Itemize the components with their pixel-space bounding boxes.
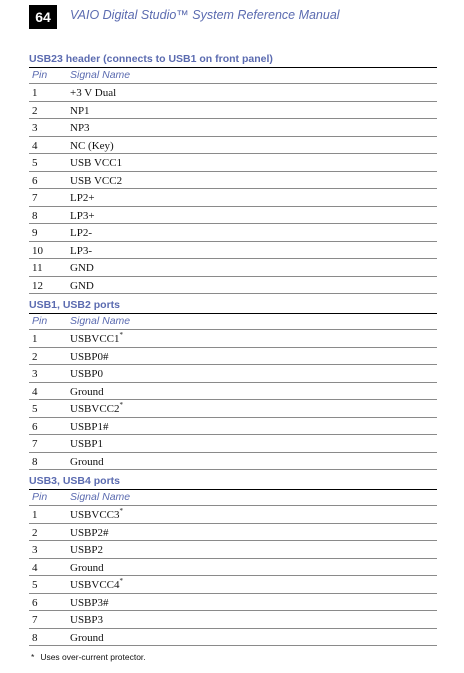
table-row [29, 365, 437, 383]
signal-name: USBP3 [70, 614, 104, 626]
table-row [29, 102, 437, 120]
signal-cell [70, 119, 90, 137]
signal-cell [70, 611, 103, 629]
signal-cell [70, 524, 109, 542]
section-title: USB23 header (connects to USB1 on front panel) [29, 52, 437, 68]
table-row [29, 348, 437, 366]
manual-title: VAIO Digital Studio™ System Reference Manual [70, 8, 340, 22]
table-row [29, 330, 437, 348]
signal-cell [70, 453, 104, 471]
table-row [29, 137, 437, 155]
column-header-signal: Signal Name [70, 491, 131, 503]
signal-cell [70, 541, 103, 559]
table-row [29, 594, 437, 612]
signal-cell [70, 576, 123, 594]
pin-cell: 4 [32, 561, 38, 574]
pin-cell: 9 [32, 227, 38, 239]
pin-cell: 8 [32, 631, 38, 644]
pin-cell: 5 [32, 579, 38, 591]
footnote-mark: * [31, 652, 35, 662]
column-header-pin: Pin [32, 315, 48, 327]
pin-cell: 10 [32, 244, 43, 257]
signal-name: USBP2 [70, 544, 104, 556]
signal-cell [70, 559, 104, 577]
signal-name: NP1 [70, 104, 90, 117]
signal-cell [70, 629, 104, 647]
signal-cell [70, 400, 123, 418]
table-row [29, 559, 437, 577]
pin-cell: 5 [32, 403, 38, 415]
column-header-pin: Pin [32, 69, 48, 81]
signal-name: Ground [70, 385, 104, 398]
signal-name: USBVCC1 [70, 333, 120, 345]
table-row [29, 224, 437, 242]
signal-name: USBP2# [70, 526, 109, 539]
signal-name: NP3 [70, 122, 90, 134]
pin-cell: 7 [32, 192, 38, 204]
column-header-row [29, 68, 437, 84]
table-row [29, 506, 437, 524]
pin-cell: 6 [32, 596, 38, 609]
signal-cell [70, 506, 123, 524]
table-row [29, 119, 437, 137]
signal-name: LP3- [70, 244, 92, 257]
page-number: 64 [29, 5, 57, 29]
table-row [29, 541, 437, 559]
pin-cell: 2 [32, 350, 38, 363]
signal-name: LP3+ [70, 209, 95, 222]
usb23-header-table [29, 52, 437, 294]
usb1-usb2-ports-table [29, 298, 437, 470]
signal-cell [70, 84, 116, 102]
pin-cell: 8 [32, 455, 38, 468]
signal-cell [70, 102, 90, 120]
signal-name: USB VCC1 [70, 157, 123, 169]
table-row [29, 400, 437, 418]
signal-name: GND [70, 262, 94, 274]
signal-name: NC (Key) [70, 139, 114, 152]
table-row [29, 154, 437, 172]
signal-name: Ground [70, 631, 104, 644]
signal-cell [70, 277, 94, 295]
footnote-ref: * [119, 507, 124, 515]
table-row [29, 259, 437, 277]
pin-cell: 6 [32, 174, 38, 187]
pin-cell: 3 [32, 122, 38, 134]
signal-name: Ground [70, 455, 104, 468]
table-row [29, 576, 437, 594]
signal-cell [70, 137, 114, 155]
pin-cell: 5 [32, 157, 38, 169]
pin-cell: 6 [32, 420, 38, 433]
pin-cell: 12 [32, 279, 43, 292]
pin-cell: 4 [32, 385, 38, 398]
table-row [29, 172, 437, 190]
signal-name: GND [70, 279, 94, 292]
signal-name: USBVCC2 [70, 403, 120, 415]
column-header-signal: Signal Name [70, 315, 131, 327]
signal-name: LP2+ [70, 192, 95, 204]
table-row [29, 611, 437, 629]
signal-cell [70, 224, 92, 242]
signal-name: Ground [70, 561, 104, 574]
signal-cell [70, 348, 109, 366]
footnote [31, 652, 146, 662]
signal-name: +3 V Dual [70, 87, 117, 99]
signal-name: USBP1# [70, 420, 109, 433]
signal-name: USBP3# [70, 596, 109, 609]
pin-cell: 1 [32, 509, 38, 521]
footnote-ref: * [119, 401, 124, 409]
pin-cell: 2 [32, 104, 38, 117]
signal-cell [70, 435, 103, 453]
signal-name: USBVCC3 [70, 509, 120, 521]
signal-cell [70, 418, 109, 436]
footnote-ref: * [119, 577, 124, 585]
column-header-row [29, 314, 437, 330]
table-row [29, 277, 437, 295]
signal-cell [70, 242, 92, 260]
table-row [29, 189, 437, 207]
signal-cell [70, 383, 104, 401]
footnote-ref: * [119, 331, 124, 339]
pin-cell: 8 [32, 209, 38, 222]
table-row [29, 524, 437, 542]
signal-cell [70, 189, 95, 207]
signal-cell [70, 259, 94, 277]
signal-name: USBVCC4 [70, 579, 120, 591]
footnote-text: Uses over-current protector. [40, 652, 146, 662]
usb3-usb4-ports-table [29, 474, 437, 646]
table-row [29, 453, 437, 471]
pin-cell: 1 [32, 87, 38, 99]
page-header [29, 5, 439, 29]
pin-cell: 2 [32, 526, 38, 539]
signal-cell [70, 207, 95, 225]
table-row [29, 242, 437, 260]
signal-cell [70, 172, 122, 190]
signal-cell [70, 330, 123, 348]
signal-cell [70, 154, 122, 172]
table-row [29, 629, 437, 647]
signal-cell [70, 594, 109, 612]
table-row [29, 207, 437, 225]
column-header-pin: Pin [32, 491, 48, 503]
signal-name: LP2- [70, 227, 92, 239]
table-row [29, 383, 437, 401]
pin-cell: 4 [32, 139, 38, 152]
table-row [29, 84, 437, 102]
pin-cell: 7 [32, 614, 38, 626]
pin-cell: 1 [32, 333, 38, 345]
section-title: USB3, USB4 ports [29, 474, 437, 490]
pin-cell: 3 [32, 544, 38, 556]
signal-name: USBP1 [70, 438, 104, 450]
pin-cell: 11 [32, 262, 43, 274]
column-header-row [29, 490, 437, 506]
section-title: USB1, USB2 ports [29, 298, 437, 314]
column-header-signal: Signal Name [70, 69, 131, 81]
signal-cell [70, 365, 103, 383]
table-row [29, 435, 437, 453]
signal-name: USB VCC2 [70, 174, 123, 187]
pin-cell: 7 [32, 438, 38, 450]
pin-cell: 3 [32, 368, 38, 380]
table-row [29, 418, 437, 436]
signal-name: USBP0# [70, 350, 109, 363]
signal-name: USBP0 [70, 368, 104, 380]
